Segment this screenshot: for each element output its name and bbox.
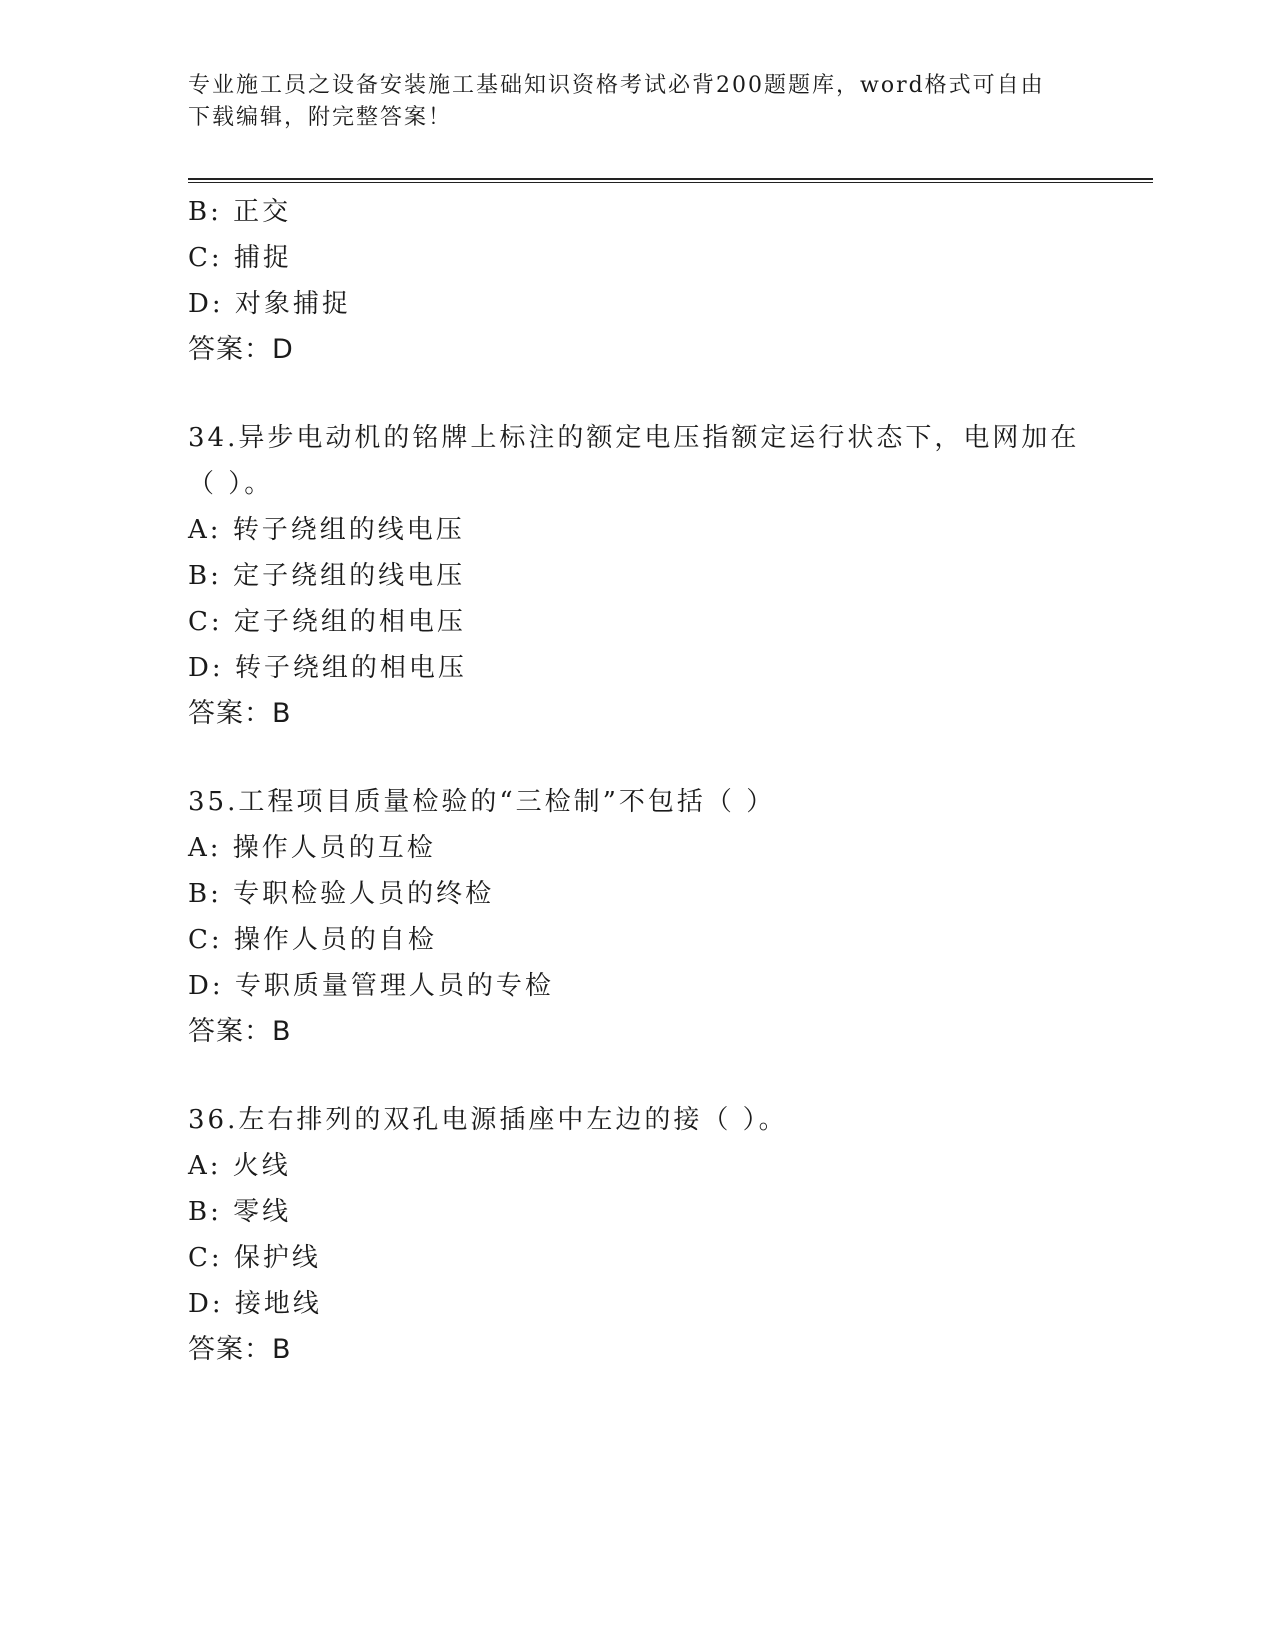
question-block-35 — [188, 779, 1088, 1055]
header-line-2: 下载编辑，附完整答案！ — [188, 105, 453, 130]
answer-line: 答案：B — [188, 1334, 292, 1365]
answer-line: 答案：D — [188, 334, 294, 365]
option-c: C: 捕捉 — [188, 243, 292, 273]
question-stem: 35.工程项目质量检验的“三检制”不包括（ ） — [188, 787, 776, 817]
option-d: D: 接地线 — [188, 1289, 322, 1319]
question-list — [188, 189, 1088, 1373]
option-c: C: 保护线 — [188, 1243, 321, 1273]
option-a: A: 转子绕组的线电压 — [188, 515, 465, 545]
question-stem-continued: （ ）。 — [188, 469, 274, 499]
document-header — [188, 70, 1068, 134]
option-a: A: 火线 — [188, 1151, 291, 1181]
option-d: D: 专职质量管理人员的专检 — [188, 971, 554, 1001]
option-d: D: 对象捕捉 — [188, 289, 351, 319]
question-stem: 34.异步电动机的铭牌上标注的额定电压指额定运行状态下，电网加在 — [188, 423, 1080, 453]
question-stem: 36.左右排列的双孔电源插座中左边的接（ ）。 — [188, 1105, 788, 1135]
question-block-33 — [188, 189, 1088, 373]
header-line-1: 专业施工员之设备安装施工基础知识资格考试必背200题题库，word格式可自由 — [188, 73, 1045, 98]
option-b: B: 专职检验人员的终检 — [188, 879, 495, 909]
question-block-34 — [188, 415, 1088, 737]
option-a: A: 操作人员的互检 — [188, 833, 436, 863]
question-block-36 — [188, 1097, 1088, 1373]
option-d: D: 转子绕组的相电压 — [188, 653, 467, 683]
option-b: B: 零线 — [188, 1197, 292, 1227]
option-b: B: 定子绕组的线电压 — [188, 561, 466, 591]
option-b: B: 正交 — [188, 197, 292, 227]
answer-line: 答案：B — [188, 1016, 292, 1047]
answer-line: 答案：B — [188, 698, 292, 729]
header-divider — [188, 178, 1153, 183]
option-c: C: 操作人员的自检 — [188, 925, 437, 955]
option-c: C: 定子绕组的相电压 — [188, 607, 466, 637]
